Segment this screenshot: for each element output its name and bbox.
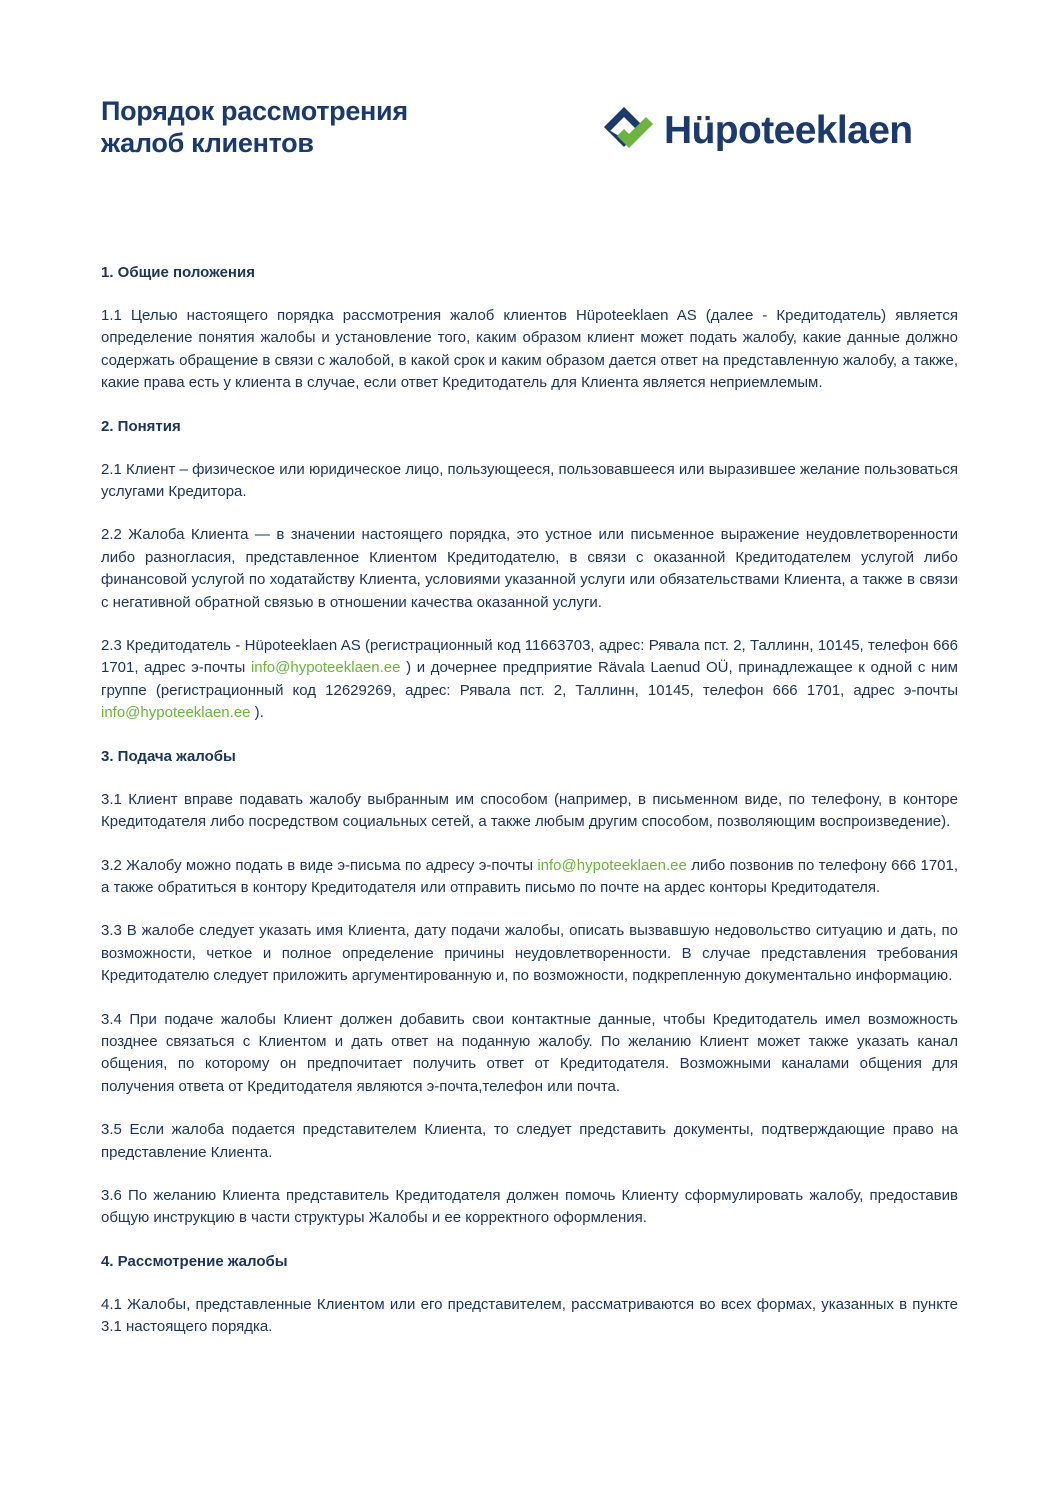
paragraph-4-1: 4.1 Жалобы, представленные Клиентом или его представителем, рассматриваются во всех формах, указанных в пункте 3.1 настоящего порядка. — [101, 1295, 958, 1336]
email-link[interactable]: info@hypoteeklaen.ee — [537, 856, 687, 874]
paragraph-2-2: 2.2 Жалоба Клиента — в значении настоящего порядка, это устное или письменное выражение неудовлетворенности либо разногласия, представленное Клиентом Кредитодателю, в связи с оказанной Кредитодателем услугой либо финансовой услугой по ходатайству Клиента, условиями указанной услуги или обязательствами Клиента, а также в связи с негативной обратной связью в отношении качества оказанной услуги. — [101, 526, 958, 611]
logo-wordmark: Hüpoteeklaen — [664, 108, 913, 152]
paragraph-3-4: 3.4 При подаче жалобы Клиент должен добавить свои контактные данные, чтобы Кредитодатель имел возможность позднее связаться с Клиентом и дать ответ на поданную жалобу. По желанию Клиент может также указать канал общения, по которому он предпочитает получить ответ от Кредитодателя. Возможными каналами общения для получения ответа от Кредитодателя являются э-почта,телефон или почта. — [101, 1010, 958, 1095]
paragraph-2-3-text-a: 2.3 Кредитодатель - Hüpoteeklaen AS (регистрационный код 11663703, адрес: Рявала пст. 2, Таллинн, 10145, телефон 666 1701, адрес э-почты — [101, 637, 958, 677]
section-heading-general: 1. Общие положения — [101, 264, 255, 281]
paragraph-2-1: 2.1 Клиент – физическое или юридическое лицо, пользующееся, пользовавшееся или выразившее желание пользоваться услугами Кредитора. — [101, 460, 958, 501]
house-check-icon — [602, 104, 658, 156]
paragraph-3-6: 3.6 По желанию Клиента представитель Кредитодателя должен помочь Клиенту сформулировать жалобу, предоставив общую инструкцию в части структуры Жалобы и ее корректного оформления. — [101, 1186, 958, 1227]
section-heading-definitions: 2. Понятия — [101, 417, 181, 435]
section-heading-review: 4. Рассмотрение жалобы — [101, 1252, 288, 1270]
paragraph-3-2 — [101, 855, 958, 900]
section-heading-submission: 3. Подача жалобы — [101, 747, 236, 765]
email-link[interactable]: info@hypoteeklaen.ee — [250, 659, 401, 677]
brand-logo — [602, 102, 962, 158]
paragraph-3-1: 3.1 Клиент вправе подавать жалобу выбранным им способом (например, в письменном виде, по телефону, в конторе Кредитодателя либо посредством социальных сетей, а также любым другим способом, позволяющим воспроизведение). — [101, 790, 958, 831]
paragraph-1-1: 1.1 Целью настоящего порядка рассмотрения жалоб клиентов Hüpoteeklaen AS (далее - Кредитодатель) является определение понятия жалобы и установление того, каким образом клиент может подать жалобу, какие данные должно содержать обращение в связи с жалобой, в какой срок и каким образом дается ответ на представленную жалобу, а также, какие права есть у клиента в случае, если ответ Кредитодатель для Клиента является неприемлемым. — [101, 307, 958, 392]
page-title — [101, 95, 561, 159]
email-link[interactable]: info@hypoteeklaen.ee — [101, 704, 251, 722]
page-title-line-2: жалоб клиентов — [101, 128, 314, 158]
paragraph-2-3-text-c: ). — [250, 704, 264, 722]
paragraph-3-5: 3.5 Если жалоба подается представителем Клиента, то следует представить документы, подтверждающие право на представление Клиента. — [101, 1121, 958, 1161]
paragraph-3-2-text-a: 3.2 Жалобу можно подать в виде э-письма по адресу э-почты — [101, 856, 538, 874]
document-body — [101, 262, 958, 1360]
paragraph-3-2-text-b: либо позвонив по телефону 666 1701, а также обратиться в контору Кредитодателя или отправить письмо по почте на ардес конторы Кредитодателя. — [101, 856, 959, 896]
paragraph-2-3 — [101, 635, 958, 725]
paragraph-2-3-text-b: ) и дочернее предприятие Rävala Laenud OÜ, принадлежащее к одной с ним группе (регистрационный код 12629269, адрес: Рявала пст. 2, Таллинн, 10145, телефон 666 1701, адрес э-почты — [101, 659, 958, 699]
paragraph-3-3: 3.3 В жалобе следует указать имя Клиента, дату подачи жалобы, описать вызвавшую недовольство ситуацию и дать, по возможности, четкое и полное определение причины неудовлетворенности. В случае представления требования Кредитодателю следует приложить аргументированную и, по возможности, подкрепленную документально информацию. — [101, 922, 958, 985]
page-title-line-1: Порядок рассмотрения — [101, 96, 408, 126]
